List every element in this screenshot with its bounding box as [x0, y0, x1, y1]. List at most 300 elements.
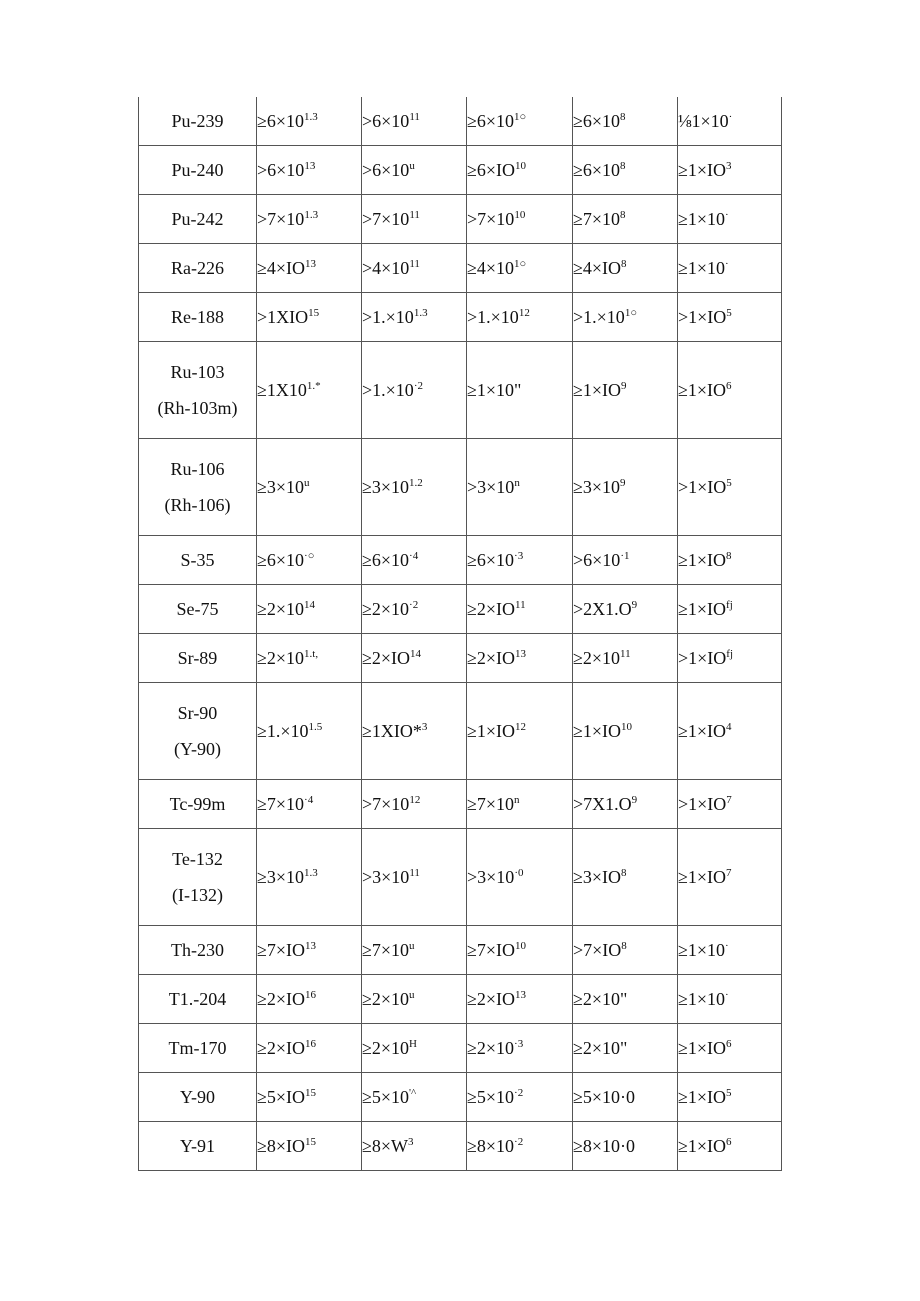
activity-value-cell	[362, 829, 467, 926]
value-base: ≥2×10	[362, 1038, 410, 1058]
value-exponent: u	[304, 477, 310, 489]
activity-value-cell	[467, 342, 573, 439]
value-exponent: 5	[726, 477, 732, 489]
activity-value-cell	[573, 585, 678, 634]
activity-value	[678, 207, 729, 231]
activity-value	[573, 109, 626, 133]
activity-value-cell	[467, 780, 573, 829]
nuclide-cell	[139, 342, 257, 439]
activity-value	[678, 305, 732, 329]
activity-value-cell	[362, 293, 467, 342]
value-exponent: ·0	[514, 867, 524, 879]
value-base: >6×10	[257, 160, 305, 180]
table-row	[139, 829, 782, 926]
value-base: ≥5×10	[362, 1087, 410, 1107]
activity-value	[678, 1134, 732, 1158]
activity-value-cell	[257, 926, 362, 975]
activity-value-cell	[678, 195, 782, 244]
value-base: ≥8×W	[362, 1136, 409, 1156]
activity-value-cell	[467, 195, 573, 244]
value-base: ≥1×IO	[678, 1087, 727, 1107]
value-base: ≥7×10	[573, 209, 621, 229]
activity-value-cell	[362, 146, 467, 195]
nuclide-cell	[139, 195, 257, 244]
nuclide-name: Sr-89	[177, 648, 218, 668]
value-exponent: 6	[726, 1038, 732, 1050]
table-row	[139, 1122, 782, 1171]
activity-value-cell	[362, 97, 467, 146]
value-exponent: 1.2	[409, 477, 423, 489]
value-base: ≥1×10	[678, 940, 726, 960]
activity-value-cell	[467, 1122, 573, 1171]
nuclide-name: Re-188	[171, 307, 224, 327]
value-exponent: ·3	[514, 1038, 524, 1050]
value-exponent: 1○	[514, 258, 527, 270]
activity-value	[362, 865, 420, 889]
activity-value	[467, 987, 526, 1011]
activity-value	[573, 646, 631, 670]
nuclide-name: (Rh-103m)	[157, 398, 238, 418]
nuclide-name: (Rh-106)	[164, 495, 231, 515]
value-exponent: 16	[305, 1038, 317, 1050]
value-base: ≥1×10"	[467, 380, 522, 400]
activity-value-cell	[678, 293, 782, 342]
table-row	[139, 683, 782, 780]
value-base: >7×10	[257, 209, 305, 229]
activity-value	[573, 597, 637, 621]
nuclide-name: Pu-242	[171, 209, 224, 229]
activity-value	[467, 646, 526, 670]
activity-value-cell	[573, 634, 678, 683]
activity-value	[678, 475, 732, 499]
activity-value	[362, 597, 418, 621]
value-exponent: 13	[305, 940, 317, 952]
value-base: ≥6×10	[573, 111, 621, 131]
value-base: ≥8×10·0	[573, 1136, 636, 1156]
activity-value-cell	[678, 926, 782, 975]
activity-value	[362, 719, 427, 743]
value-base: ≥6×10	[257, 550, 305, 570]
table-row	[139, 195, 782, 244]
activity-value-cell	[467, 829, 573, 926]
activity-value-cell	[573, 439, 678, 536]
value-base: ≥4×10	[467, 258, 515, 278]
activity-value	[467, 256, 526, 280]
nuclide-cell	[139, 439, 257, 536]
value-base: ≥3×IO	[573, 867, 622, 887]
value-base: ⅛1×10	[678, 111, 729, 131]
activity-value	[362, 987, 415, 1011]
value-exponent: 11	[409, 209, 420, 221]
value-exponent: 8	[620, 111, 626, 123]
activity-value	[467, 207, 525, 231]
table-row	[139, 146, 782, 195]
value-exponent: 1○	[624, 307, 637, 319]
nuclide-cell	[139, 1122, 257, 1171]
activity-value-cell	[573, 975, 678, 1024]
value-base: ≥1×IO	[678, 599, 727, 619]
nuclide-name: Pu-239	[171, 111, 224, 131]
value-base: ≥1.×10	[257, 721, 309, 741]
activity-value	[362, 792, 420, 816]
value-base: ≥1×IO	[678, 721, 727, 741]
nuclide-cell	[139, 1073, 257, 1122]
activity-value	[467, 1085, 523, 1109]
value-exponent: 12	[409, 794, 421, 806]
activity-value-cell	[467, 634, 573, 683]
table-row	[139, 439, 782, 536]
value-exponent: 10	[515, 940, 527, 952]
nuclide-cell	[139, 829, 257, 926]
value-base: ≥1×10	[678, 209, 726, 229]
activity-value-cell	[573, 293, 678, 342]
activity-value-cell	[678, 780, 782, 829]
activity-value	[362, 1085, 416, 1109]
value-base: ≥6×10	[573, 160, 621, 180]
activity-value-cell	[467, 293, 573, 342]
nuclide-name: Y-90	[180, 1087, 215, 1107]
activity-value	[257, 207, 318, 231]
value-exponent: 10	[514, 209, 526, 221]
activity-value-cell	[362, 683, 467, 780]
activity-value-cell	[573, 342, 678, 439]
table-row	[139, 536, 782, 585]
nuclide-name: Tc-99m	[169, 794, 226, 814]
value-exponent: 1.3	[304, 111, 318, 123]
value-base: ≥3×10	[257, 477, 305, 497]
activity-value-cell	[573, 97, 678, 146]
table-row	[139, 293, 782, 342]
activity-value	[362, 207, 420, 231]
value-base: ≥1×IO	[573, 380, 622, 400]
activity-value-cell	[678, 1122, 782, 1171]
activity-value	[573, 792, 637, 816]
activity-value-cell	[362, 780, 467, 829]
value-base: ≥2×10	[362, 599, 410, 619]
value-base: ≥6×10	[362, 550, 410, 570]
value-base: ≥1XIO*	[362, 721, 422, 741]
value-exponent: ·	[728, 111, 733, 123]
value-base: >1×IO	[678, 794, 727, 814]
nuclide-cell	[139, 780, 257, 829]
value-base: ≥1×IO	[573, 721, 622, 741]
activity-value-cell	[678, 829, 782, 926]
value-base: ≥2×IO	[467, 648, 516, 668]
activity-value-cell	[678, 536, 782, 585]
value-base: ≥4×IO	[257, 258, 306, 278]
value-exponent: ·2	[514, 1087, 524, 1099]
activity-value-cell	[362, 536, 467, 585]
value-exponent: 1.3	[304, 867, 318, 879]
activity-value-cell	[467, 1073, 573, 1122]
table-row	[139, 585, 782, 634]
value-exponent: 14	[410, 648, 422, 660]
value-exponent: 3	[421, 721, 428, 733]
activity-value	[467, 158, 526, 182]
value-base: >1.×10	[573, 307, 625, 327]
value-base: >1.×10	[362, 380, 414, 400]
value-base: ≥1X10	[257, 380, 307, 400]
value-exponent: 9	[631, 794, 638, 806]
activity-value	[257, 865, 318, 889]
value-exponent: 3	[726, 160, 732, 172]
activity-value-cell	[573, 536, 678, 585]
table-row	[139, 1024, 782, 1073]
value-base: ≥4×IO	[573, 258, 622, 278]
activity-value-cell	[362, 634, 467, 683]
activity-value-cell	[257, 195, 362, 244]
value-base: ≥2×IO	[362, 648, 411, 668]
activity-value	[257, 475, 310, 499]
nuclide-name: (I-132)	[172, 885, 223, 905]
activity-value-cell	[678, 585, 782, 634]
value-exponent: 12	[518, 307, 530, 319]
value-exponent: 1.t,	[304, 648, 319, 660]
value-exponent: 1.3	[304, 209, 319, 221]
activity-value-cell	[678, 97, 782, 146]
activity-value-cell	[573, 780, 678, 829]
value-exponent: fj	[726, 599, 733, 611]
table-row	[139, 97, 782, 146]
nuclide-name: Te-132	[172, 849, 223, 869]
activity-value-cell	[678, 1073, 782, 1122]
activity-value-cell	[678, 975, 782, 1024]
activity-value	[573, 938, 627, 962]
value-exponent: 1.*	[306, 380, 321, 392]
activity-value-cell	[573, 244, 678, 293]
activity-value-cell	[362, 1073, 467, 1122]
value-exponent: 6	[726, 380, 732, 392]
value-base: >3×10	[467, 477, 515, 497]
activity-value-cell	[362, 926, 467, 975]
nuclide-cell	[139, 146, 257, 195]
value-exponent: 8	[620, 160, 626, 172]
activity-value-cell	[573, 1024, 678, 1073]
value-base: ≥2×10	[257, 648, 305, 668]
value-base: >7×IO	[573, 940, 622, 960]
value-base: >1.×10	[467, 307, 519, 327]
value-base: ≥3×10	[362, 477, 410, 497]
activity-value-cell	[257, 585, 362, 634]
nuclide-cell	[139, 975, 257, 1024]
table-row	[139, 780, 782, 829]
activity-value	[678, 865, 732, 889]
activity-value	[467, 305, 530, 329]
value-exponent: 12	[515, 721, 527, 733]
value-base: >7×10	[362, 794, 410, 814]
value-base: ≥7×10	[257, 794, 305, 814]
value-exponent: 8	[621, 940, 627, 952]
value-exponent: H	[409, 1038, 417, 1050]
activity-value	[362, 109, 420, 133]
activity-value-cell	[678, 146, 782, 195]
nuclide-name: Pu-240	[171, 160, 224, 180]
value-base: ≥6×IO	[467, 160, 516, 180]
value-base: ≥1×10	[678, 989, 726, 1009]
activity-value	[362, 938, 415, 962]
nuclide-cell	[139, 585, 257, 634]
nuclide-name: Th-230	[171, 940, 224, 960]
nuclide-name: (Y-90)	[174, 739, 221, 759]
value-exponent: 15	[305, 1136, 317, 1148]
value-base: ≥5×10·0	[573, 1087, 636, 1107]
value-exponent: u	[409, 160, 415, 172]
value-base: >1×IO	[678, 477, 727, 497]
value-base: ≥2×IO	[257, 989, 306, 1009]
activity-value	[573, 1134, 635, 1158]
value-base: ≥3×10	[573, 477, 621, 497]
value-base: ≥6×10	[467, 550, 515, 570]
value-exponent: 5	[726, 1087, 732, 1099]
activity-value-cell	[573, 1073, 678, 1122]
activity-value-cell	[257, 634, 362, 683]
activity-value-cell	[678, 683, 782, 780]
value-exponent: ·	[725, 209, 729, 221]
value-base: ≥7×10	[362, 940, 410, 960]
activity-value	[678, 1085, 732, 1109]
nuclide-cell	[139, 926, 257, 975]
value-base: >1XIO	[257, 307, 309, 327]
activity-value-cell	[257, 1024, 362, 1073]
activity-value	[257, 548, 314, 572]
activity-value	[467, 1134, 523, 1158]
activity-value-cell	[573, 195, 678, 244]
activity-value	[362, 1134, 414, 1158]
value-base: ≥2×IO	[257, 1038, 306, 1058]
activity-value	[678, 158, 732, 182]
activity-value-cell	[362, 195, 467, 244]
activity-value	[257, 256, 316, 280]
activity-value	[467, 865, 523, 889]
activity-value-cell	[467, 536, 573, 585]
value-exponent: ·4	[304, 794, 314, 806]
activity-value-cell	[467, 244, 573, 293]
activity-value	[467, 938, 526, 962]
activity-value	[362, 475, 423, 499]
activity-value-cell	[678, 634, 782, 683]
value-base: ≥2×10"	[573, 1038, 628, 1058]
activity-value-cell	[467, 1024, 573, 1073]
activity-value-cell	[257, 780, 362, 829]
activity-value	[467, 597, 526, 621]
value-base: >6×10	[573, 550, 621, 570]
value-exponent: 1○	[514, 111, 527, 123]
activity-value	[573, 158, 626, 182]
activity-value-cell	[257, 536, 362, 585]
activity-value	[257, 109, 318, 133]
value-base: ≥2×10	[573, 648, 621, 668]
nuclide-name: S-35	[180, 550, 215, 570]
value-base: ≥1×10	[678, 258, 726, 278]
table-row	[139, 926, 782, 975]
nuclide-cell	[139, 97, 257, 146]
value-exponent: ·	[725, 258, 729, 270]
value-base: ≥2×IO	[467, 989, 516, 1009]
value-base: >6×10	[362, 160, 410, 180]
activity-value	[678, 792, 732, 816]
activity-value	[573, 475, 626, 499]
value-exponent: 11	[620, 648, 631, 660]
activity-value-cell	[257, 683, 362, 780]
value-exponent: 8	[726, 550, 732, 562]
activity-value	[362, 378, 423, 402]
value-base: ≥5×IO	[257, 1087, 306, 1107]
activity-value	[257, 1085, 316, 1109]
activity-value	[257, 305, 319, 329]
activity-value	[362, 646, 421, 670]
value-exponent: 1.5	[308, 721, 323, 733]
value-base: ≥1×IO	[678, 1038, 727, 1058]
nuclide-name: Tm-170	[168, 1038, 227, 1058]
activity-value-cell	[257, 244, 362, 293]
value-exponent: 6	[726, 1136, 732, 1148]
activity-value	[573, 865, 627, 889]
activity-value	[573, 987, 627, 1011]
value-base: ≥2×IO	[467, 599, 516, 619]
value-base: ≥2×10	[467, 1038, 515, 1058]
activity-value-cell	[467, 585, 573, 634]
activity-value-cell	[467, 146, 573, 195]
value-exponent: 14	[304, 599, 316, 611]
value-exponent: 8	[621, 258, 627, 270]
activity-value-cell	[362, 975, 467, 1024]
activity-value-cell	[573, 926, 678, 975]
value-base: ≥7×IO	[257, 940, 306, 960]
value-exponent: ·3	[514, 550, 524, 562]
activity-value	[257, 792, 313, 816]
activity-value-cell	[678, 342, 782, 439]
nuclide-cell	[139, 683, 257, 780]
value-exponent: 4	[726, 721, 732, 733]
value-exponent: 3	[408, 1136, 414, 1148]
activity-value	[573, 719, 632, 743]
activity-value-cell	[573, 829, 678, 926]
activity-value	[467, 548, 523, 572]
activity-value-cell	[362, 1024, 467, 1073]
value-exponent: 15	[305, 1087, 317, 1099]
nuclide-cell	[139, 244, 257, 293]
nuclide-name: Ru-103	[170, 362, 225, 382]
activity-value-cell	[257, 439, 362, 536]
nuclide-cell	[139, 293, 257, 342]
activity-value	[467, 475, 520, 499]
value-base: >1×IO	[678, 648, 727, 668]
value-exponent: ·2	[413, 380, 423, 392]
value-base: ≥1×IO	[678, 1136, 727, 1156]
activity-value-cell	[467, 439, 573, 536]
value-exponent: 9	[620, 477, 626, 489]
value-exponent: 10	[621, 721, 633, 733]
value-exponent: 13	[305, 258, 317, 270]
activity-value-cell	[257, 342, 362, 439]
activity-value	[678, 256, 729, 280]
table-row	[139, 634, 782, 683]
activity-value	[362, 305, 428, 329]
activity-value	[573, 548, 629, 572]
activity-value-cell	[257, 293, 362, 342]
activity-value-cell	[678, 439, 782, 536]
table-row	[139, 1073, 782, 1122]
value-base: ≥7×10	[467, 794, 515, 814]
activity-value-cell	[467, 97, 573, 146]
value-base: ≥1×IO	[467, 721, 516, 741]
value-base: ≥8×10	[467, 1136, 515, 1156]
value-base: >1.×10	[362, 307, 414, 327]
value-base: >7X1.O	[573, 794, 632, 814]
activity-value-cell	[467, 683, 573, 780]
activity-value	[257, 1036, 316, 1060]
value-exponent: 11	[515, 599, 526, 611]
